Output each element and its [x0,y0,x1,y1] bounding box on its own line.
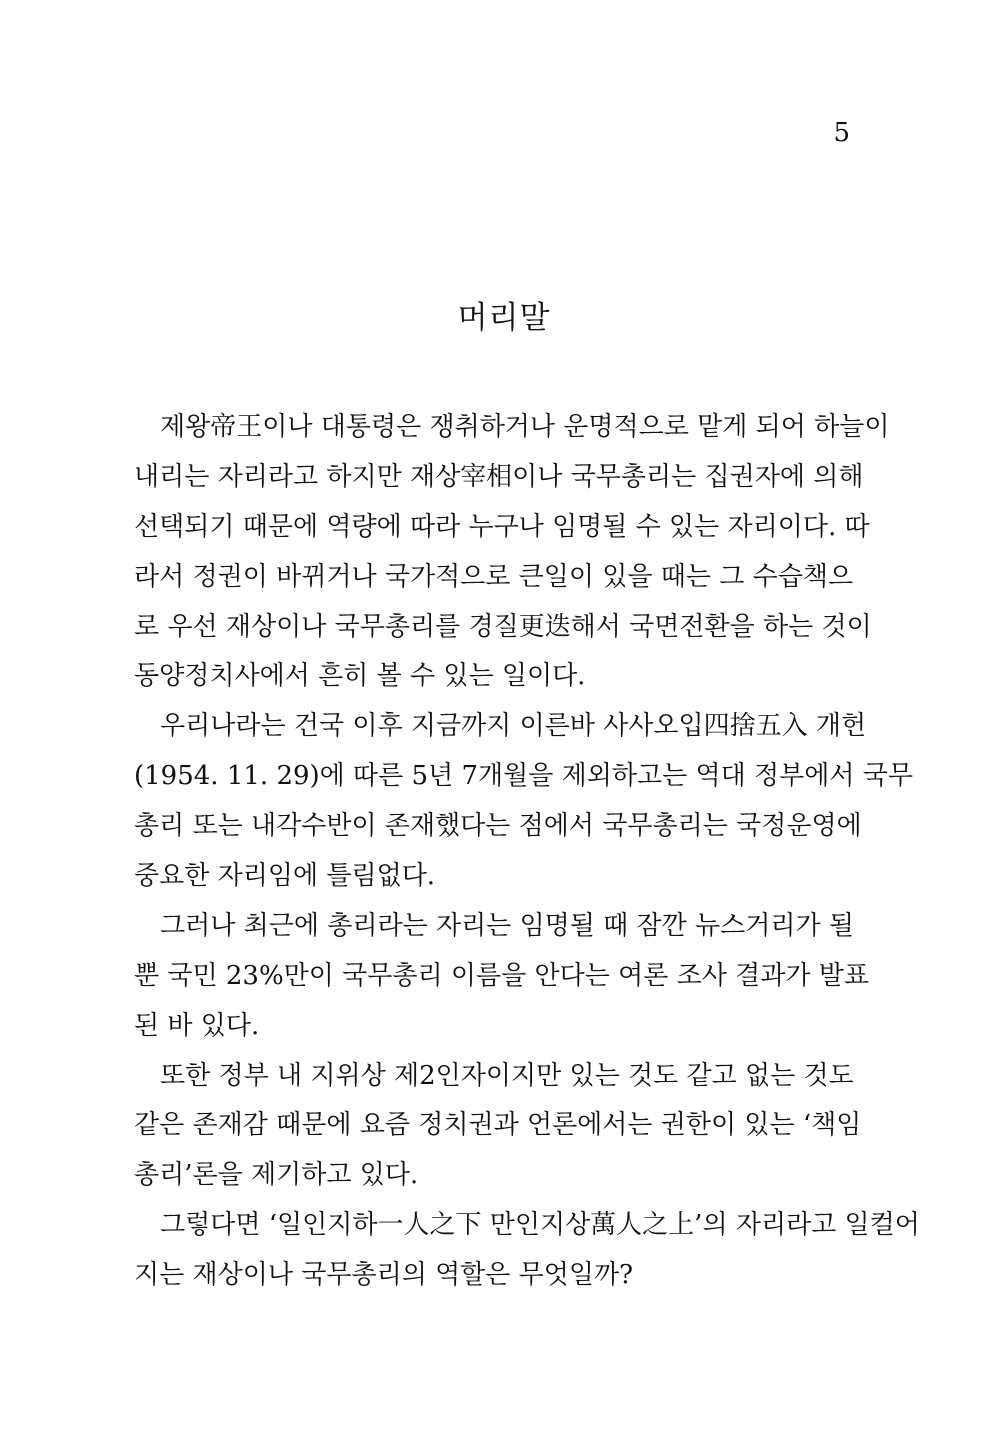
paragraph [134,702,913,902]
text-line: 지는 재상이나 국무총리의 역할은 무엇일까? [134,1260,634,1291]
text-line: 총리 또는 내각수반이 존재했다는 점에서 국무총리는 국정운영에 [134,811,862,842]
text-line: 또한 정부 내 지위상 제2인자이지만 있는 것도 같고 없는 것도 [160,1060,854,1091]
text-line: 된 바 있다. [134,1010,260,1041]
paragraph [134,1201,920,1301]
text-line: 선택되기 때문에 역량에 따라 누구나 임명될 수 있는 자리이다. 따 [134,511,870,542]
paragraph [134,403,890,702]
text-line: 동양정치사에서 흔히 볼 수 있는 일이다. [134,661,586,692]
text-line: 총리’론을 제기하고 있다. [134,1160,419,1191]
text-line: 라서 정권이 바뀌거나 국가적으로 큰일이 있을 때는 그 수습책으 [134,561,854,592]
text-line: 그렇다면 ‘일인지하一人之下 만인지상萬人之上’의 자리라고 일컬어 [160,1210,920,1241]
text-line: 같은 존재감 때문에 요즘 정치권과 언론에서는 권한이 있는 ‘책임 [134,1110,862,1141]
page-number: 5 [833,118,850,148]
paragraph [134,1052,862,1202]
body-text [134,403,920,1301]
chapter-title: 머리말 [457,300,551,336]
text-line: 우리나라는 건국 이후 지금까지 이른바 사사오입四捨五入 개헌 [160,711,867,742]
text-line: 로 우선 재상이나 국무총리를 경질更迭해서 국면전환을 하는 것이 [134,611,872,642]
text-line: 뿐 국민 23%만이 국무총리 이름을 안다는 여론 조사 결과가 발표 [134,960,869,991]
text-line: 내리는 자리라고 하지만 재상宰相이나 국무총리는 집권자에 의해 [134,461,864,492]
text-line: (1954. 11. 29)에 따른 5년 7개월을 제외하고는 역대 정부에서 국무 [134,761,913,792]
text-line: 제왕帝王이나 대통령은 쟁취하거나 운명적으로 맡게 되어 하늘이 [160,412,890,442]
text-line: 그러나 최근에 총리라는 자리는 임명될 때 잠깐 뉴스거리가 될 [160,910,855,941]
text-line: 중요한 자리임에 틀림없다. [134,861,436,892]
paragraph [134,902,869,1052]
